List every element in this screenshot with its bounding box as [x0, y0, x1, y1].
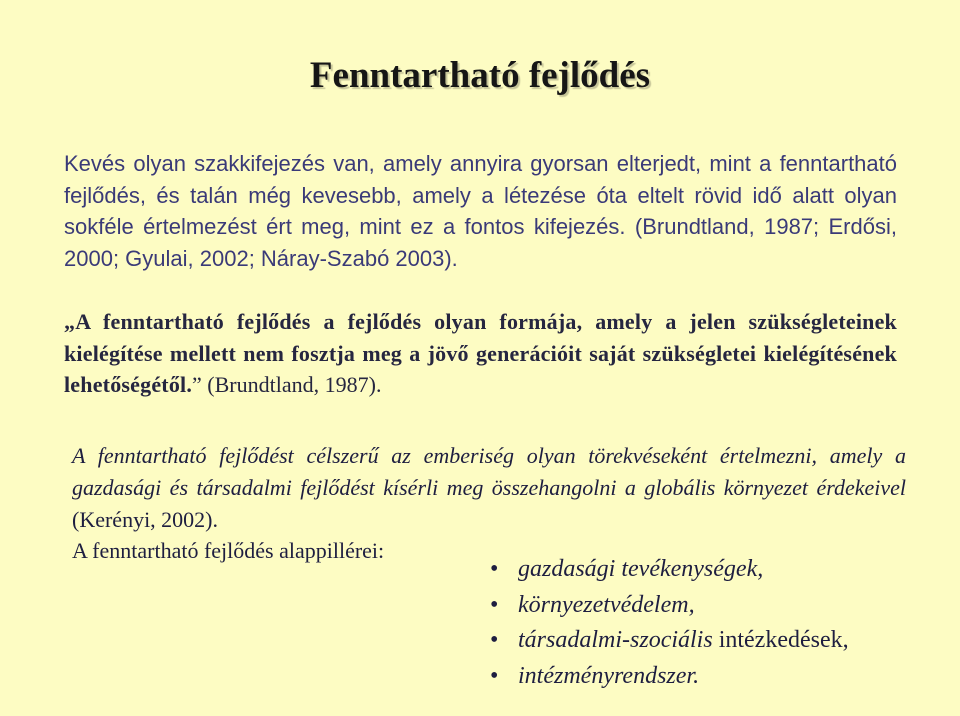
- pillars-heading: A fenntartható fejlődés alappillérei:: [72, 538, 385, 563]
- definition-paragraph: [64, 306, 897, 401]
- pillar-plain: intézkedések,: [712, 627, 849, 653]
- pillar-italic: gazdasági tevékenységek,: [518, 556, 764, 582]
- pillar-italic: társadalmi-szociális: [518, 627, 713, 653]
- list-item: [490, 659, 849, 695]
- bullet-icon: •: [490, 556, 499, 582]
- interpretation-text: A fenntartható fejlődést célszerű az emberiség olyan törekvéseként értelmezni, amely a gazdasági és társadalmi fejlődést kísérli meg összehangolni a globális környezet érdekeivel: [72, 443, 906, 500]
- bullet-icon: •: [490, 627, 499, 653]
- pillar-italic: intézményrendszer.: [518, 662, 700, 689]
- bullet-icon: •: [490, 662, 499, 689]
- page-title: Fenntartható fejlődés: [309, 55, 651, 96]
- definition-citation: ” (Brundtland, 1987).: [192, 372, 382, 397]
- list-item: [490, 623, 849, 659]
- intro-text: Kevés olyan szakkifejezés van, amely annyira gyorsan elterjedt, mint a fenntartható fejlődés, és talán még kevesebb, amely a létezése óta eltelt rövid idő alatt olyan sokféle értelmezést ért meg, mint ez a fontos kifejezés.: [64, 151, 897, 239]
- pillars-list: [490, 552, 849, 694]
- list-item: [490, 588, 849, 624]
- interpretation-paragraph: [72, 440, 906, 536]
- bullet-icon: •: [490, 591, 499, 618]
- definition-quote: „A fenntartható fejlődés a fejlődés olyan formája, amely a jelen szükségleteinek kielégítése mellett nem fosztja meg a jövő generációit saját szükségletei kielégítésének lehetőségétől.: [64, 309, 897, 397]
- intro-citation: (Brundtland, 1987; Erdősi, 2000; Gyulai, 2002; Náray-Szabó 2003).: [64, 214, 897, 271]
- pillar-italic: környezetvédelem,: [518, 591, 695, 618]
- interpretation-citation: (Kerényi, 2002).: [72, 507, 219, 532]
- list-item: [490, 552, 849, 588]
- intro-paragraph: [64, 148, 897, 274]
